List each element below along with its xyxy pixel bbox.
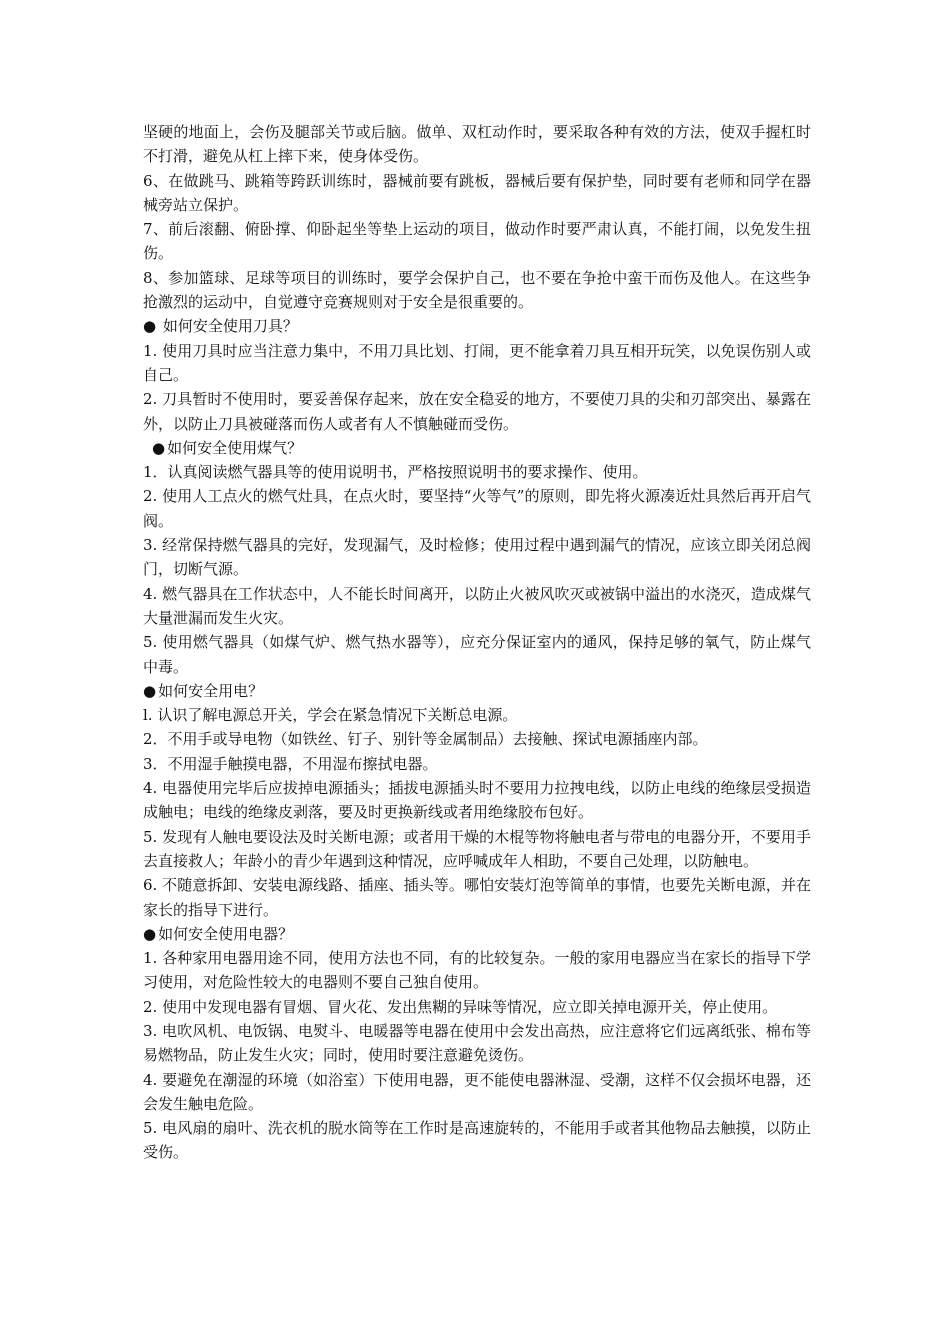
paragraph: 6、在做跳马、跳箱等跨跃训练时，器械前要有跳板，器械后要有保护垫，同时要有老师和同学在器械旁站立保护。 xyxy=(143,171,811,214)
paragraph: 8、参加篮球、足球等项目的训练时，要学会保护自己，也不要在争抢中蛮干而伤及他人。在这些争抢激烈的运动中，自觉遵守竞赛规则对于安全是很重要的。 xyxy=(143,268,811,312)
section-heading xyxy=(143,922,811,946)
document-page xyxy=(143,120,811,1165)
bullet-icon: ● xyxy=(143,924,157,943)
section-heading xyxy=(143,436,811,460)
paragraph: 4. 燃气器具在工作状态中，人不能长时间离开，以防止火被风吹灭或被锅中溢出的水浇灭，造成煤气大量泄漏而发生火灾。 xyxy=(143,584,811,627)
bullet-icon: ● xyxy=(152,438,166,457)
paragraph: 1. 各种家用电器用途不同，使用方法也不同，有的比较复杂。一般的家用电器应当在家长的指导下学习使用，对危险性较大的电器则不要自己独自使用。 xyxy=(143,949,811,992)
bullet-icon: ● xyxy=(143,317,157,336)
paragraph: 7、前后滚翻、俯卧撑、仰卧起坐等垫上运动的项目，做动作时要严肃认真，不能打闹，以免发生扭伤。 xyxy=(143,220,811,263)
paragraph: 5. 电风扇的扇叶、洗衣机的脱水筒等在工作时是高速旋转的，不能用手或者其他物品去触摸，以防止受伤。 xyxy=(143,1119,811,1162)
paragraph: 3. 电吹风机、电饭锅、电熨斗、电暖器等电器在使用中会发出高热，应注意将它们远离纸张、棉布等易燃物品，防止发生火灾；同时，使用时要注意避免烫伤。 xyxy=(143,1021,811,1065)
paragraph: 2．不用手或导电物（如铁丝、钉子、别针等金属制品）去接触、探试电源插座内部。 xyxy=(143,730,708,749)
paragraph: 6. 不随意拆卸、安装电源线路、插座、插头等。哪怕安装灯泡等简单的事情，也要先关断电源，并在家长的指导下进行。 xyxy=(143,876,811,919)
paragraph: 4. 要避免在潮湿的环境（如浴室）下使用电器，更不能使电器淋湿、受潮，这样不仅会损坏电器，还会发生触电危险。 xyxy=(143,1070,811,1113)
paragraph: 2. 使用人工点火的燃气灶具，在点火时，要坚持“火等气”的原则，即先将火源凑近灶具然后再开启气阀。 xyxy=(143,487,811,530)
paragraph: 坚硬的地面上，会伤及腿部关节或后脑。做单、双杠动作时，要采取各种有效的方法，使双手握杠时不打滑，避免从杠上摔下来，使身体受伤。 xyxy=(143,123,811,166)
paragraph: 2. 使用中发现电器有冒烟、冒火花、发出焦糊的异味等情况，应立即关掉电源开关，停止使用。 xyxy=(143,997,778,1016)
paragraph: 2. 刀具暂时不使用时，要妥善保存起来，放在安全稳妥的地方，不要使刀具的尖和刃部突出、暴露在外，以防止刀具被碰落而伤人或者有人不慎触碰而受伤。 xyxy=(143,390,811,433)
paragraph: 4. 电器使用完毕后应拔掉电源插头；插拔电源插头时不要用力拉拽电线，以防止电线的绝缘层受损造成触电；电线的绝缘皮剥落，要及时更换新线或者用绝缘胶布包好。 xyxy=(143,779,811,822)
section-heading-text: 如何安全用电？ xyxy=(158,681,264,700)
paragraph: 1. 使用刀具时应当注意力集中，不用刀具比划、打闹，更不能拿着刀具互相开玩笑，以免误伤别人或自己。 xyxy=(143,341,811,384)
paragraph: 5. 使用燃气器具（如煤气炉、燃气热水器等），应充分保证室内的通风，保持足够的氧气，防止煤气中毒。 xyxy=(143,633,811,676)
paragraph: 3. 经常保持燃气器具的完好，发现漏气，及时检修；使用过程中遇到漏气的情况，应该立即关闭总阀门，切断气源。 xyxy=(143,536,811,579)
paragraph: 1．认真阅读燃气器具等的使用说明书，严格按照说明书的要求操作、使用。 xyxy=(143,463,648,482)
section-heading xyxy=(143,314,811,338)
paragraph: 5. 发现有人触电要设法及时关断电源；或者用干燥的木棍等物将触电者与带电的电器分开，不要用手去直接救人；年龄小的青少年遇到这种情况，应呼喊成年人相助，不要自己处理，以防触电。 xyxy=(143,827,811,870)
section-heading xyxy=(143,679,811,703)
bullet-icon: ● xyxy=(143,681,157,700)
section-heading-text: 如何安全使用电器？ xyxy=(158,924,294,943)
section-heading-text: 如何安全使用煤气？ xyxy=(167,438,303,457)
paragraph: l. 认识了解电源总开关，学会在紧急情况下关断总电源。 xyxy=(143,706,518,725)
paragraph: 3．不用湿手触摸电器，不用湿布擦拭电器。 xyxy=(143,754,438,773)
section-heading-text: 如何安全使用刀具？ xyxy=(158,317,298,336)
